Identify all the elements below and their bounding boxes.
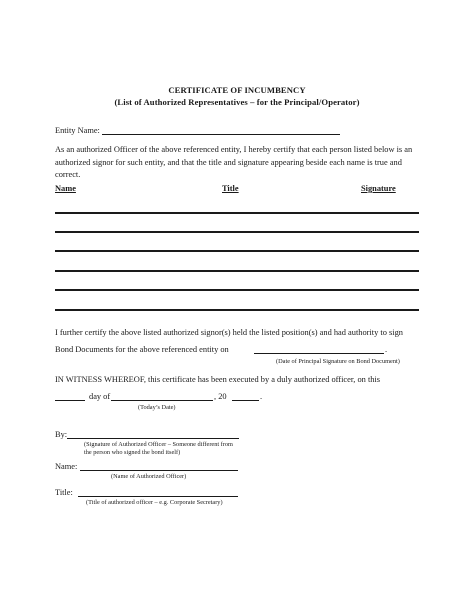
column-header-signature: Signature: [361, 184, 396, 193]
bond-date-line[interactable]: [254, 353, 384, 354]
bond-date-caption: (Date of Principal Signature on Bond Document): [276, 358, 400, 365]
year-prefix-label: , 20: [214, 392, 227, 401]
document-subtitle: (List of Authorized Representatives – for the Principal/Operator): [114, 97, 360, 107]
officer-title-line[interactable]: [78, 496, 238, 497]
representative-row-line[interactable]: [55, 309, 419, 311]
officer-signature-line[interactable]: [67, 438, 239, 439]
further-certify-line1: I further certify the above listed authorized signor(s) held the listed position(s) and had authority to sign: [55, 328, 403, 337]
further-certify-line2: Bond Documents for the above referenced entity on: [55, 345, 229, 354]
today-date-caption: (Today’s Date): [138, 404, 176, 411]
year-line[interactable]: [232, 400, 259, 401]
by-label: By:: [55, 430, 68, 439]
officer-name-caption: (Name of Authorized Officer): [111, 473, 187, 480]
certify-paragraph: As an authorized Officer of the above referenced entity, I hereby certify that each person listed below is an authorized signor for such entity, and that the title and signature appearing beside each name is true and correct.: [55, 145, 413, 179]
entity-name-label: Entity Name:: [55, 126, 100, 135]
officer-title-label: Title:: [55, 488, 73, 497]
day-line[interactable]: [55, 400, 85, 401]
column-header-title: Title: [222, 184, 239, 193]
column-header-name: Name: [55, 184, 76, 193]
representative-row-line[interactable]: [55, 250, 419, 252]
by-caption-line2: the person who signed the bond itself): [84, 449, 181, 456]
representative-row-line[interactable]: [55, 289, 419, 291]
representative-row-line[interactable]: [55, 212, 419, 214]
officer-name-label: Name:: [55, 462, 78, 471]
representative-row-line[interactable]: [55, 231, 419, 233]
day-of-label: day of: [89, 392, 111, 401]
by-caption-line1: (Signature of Authorized Officer – Someone different from: [84, 441, 233, 448]
period-mark: .: [260, 392, 263, 401]
month-line[interactable]: [111, 400, 213, 401]
period-mark: .: [385, 345, 388, 354]
entity-name-line[interactable]: [102, 134, 340, 135]
officer-name-line[interactable]: [80, 470, 238, 471]
officer-title-caption: (Title of authorized officer – e.g. Corporate Secretary): [86, 499, 223, 506]
witness-text: IN WITNESS WHEREOF, this certificate has been executed by a duly authorized officer, on this: [55, 375, 381, 384]
representative-row-line[interactable]: [55, 270, 419, 272]
document-title: CERTIFICATE OF INCUMBENCY: [168, 85, 306, 95]
